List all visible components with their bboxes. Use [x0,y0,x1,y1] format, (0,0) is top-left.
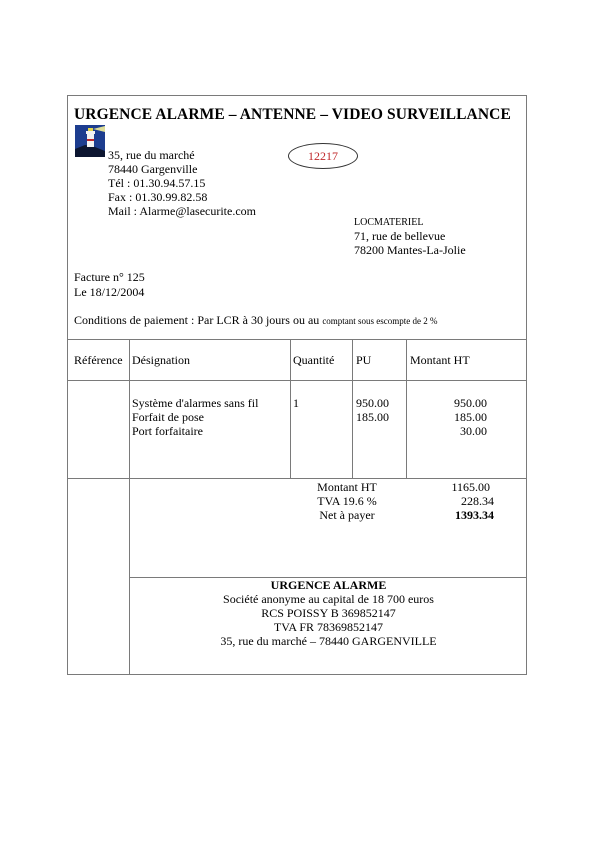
payment-conditions [74,313,438,328]
col-divider-designation [290,339,291,478]
total-tva-value: 228.34 [461,494,494,508]
row-pu: 950.00 [356,396,389,410]
sender-street: 35, rue du marché [108,148,195,162]
invoice-date: Le 18/12/2004 [74,285,145,299]
col-divider-qty [352,339,353,478]
table-header-rule [67,380,527,381]
row-designation: Système d'alarmes sans fil [132,396,259,410]
customer-city: 78200 Mantes-La-Jolie [354,243,466,257]
invoice-number: Facture n° 125 [74,270,145,284]
row-designation: Forfait de pose [132,410,204,424]
table-body-rule [67,478,527,479]
header-amount: Montant HT [410,353,470,367]
sender-fax: Fax : 01.30.99.82.58 [108,190,208,204]
total-ht-value: 1165.00 [451,480,490,494]
company-title: URGENCE ALARME – ANTENNE – VIDEO SURVEILLANCE [74,106,511,123]
invoice-stamp-number: 12217 [288,143,358,169]
footer-company: URGENCE ALARME [270,578,387,592]
footer-address: 35, rue du marché – 78440 GARGENVILLE [220,634,437,648]
sender-mail: Mail : Alarme@lasecurite.com [108,204,257,218]
header-pu: PU [356,353,372,367]
footer-capital: Société anonyme au capital de 18 700 euros [223,592,434,606]
row-designation: Port forfaitaire [132,424,203,438]
total-tva-label: TVA 19.6 % [317,494,377,508]
net-to-pay-value: 1393.34 [455,508,494,522]
header-quantity: Quantité [293,353,335,367]
footer-tva: TVA FR 78369852147 [273,620,384,634]
row-amount: 950.00 [454,396,487,410]
total-ht-label: Montant HT [317,480,377,494]
table-top-rule [67,339,527,340]
row-amount: 185.00 [454,410,487,424]
sender-tel: Tél : 01.30.94.57.15 [108,176,206,190]
net-to-pay-label: Net à payer [319,508,375,522]
payment-conditions-small: comptant sous escompte de 2 % [322,316,438,326]
header-designation: Désignation [132,353,190,367]
lighthouse-logo-icon [75,125,105,157]
footer-rcs: RCS POISSY B 369852147 [261,606,396,620]
row-quantity: 1 [293,396,299,410]
customer-name: LOCMATERIEL [354,217,424,228]
payment-conditions-main: Conditions de paiement : Par LCR à 30 jours ou au [74,313,323,327]
col-divider-pu [406,339,407,478]
header-reference: Référence [74,353,123,367]
row-pu: 185.00 [356,410,389,424]
customer-street: 71, rue de bellevue [354,229,446,243]
sender-city: 78440 Gargenville [108,162,198,176]
row-amount: 30.00 [460,424,487,438]
